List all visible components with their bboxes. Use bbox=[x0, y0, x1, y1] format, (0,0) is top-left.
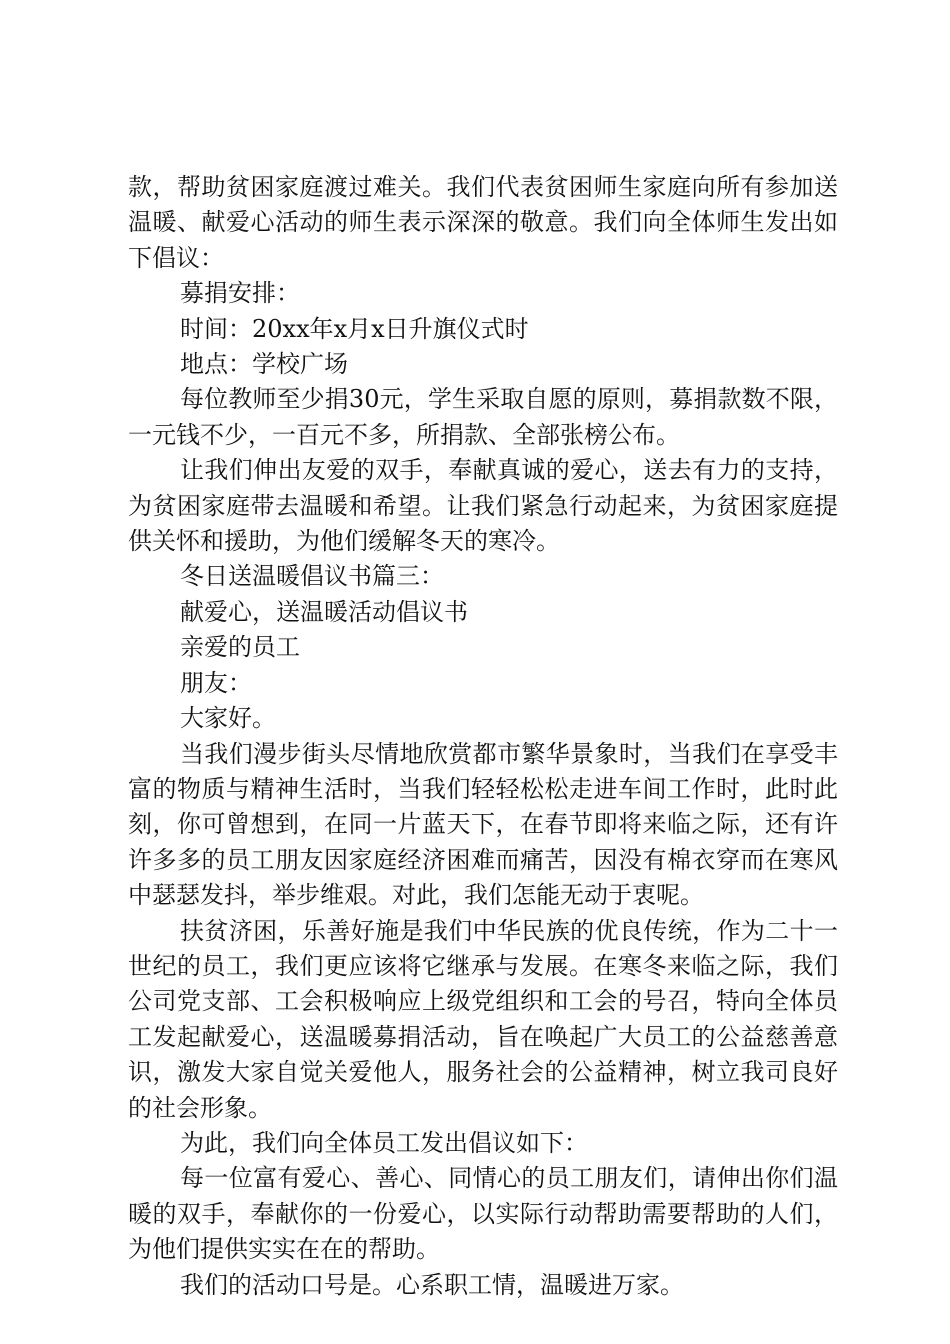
paragraph-time: 时间：20xx年x月x日升旗仪式时 bbox=[180, 314, 529, 343]
salutation-line-1: 亲爱的员工 bbox=[180, 633, 300, 662]
paragraph-proposal-intro: 为此，我们向全体员工发出倡议如下： bbox=[180, 1128, 588, 1157]
paragraph-slogan: 我们的活动口号是。心系职工情，温暖进万家。 bbox=[180, 1270, 684, 1299]
section-heading: 冬日送温暖倡议书篇三： bbox=[180, 562, 444, 591]
paragraph-tradition: 扶贫济困，乐善好施是我们中华民族的优良传统，作为二十一世纪的员工，我们更应该将它继承与发展。在寒冬来临之际，我们公司党支部、工会积极响应上级党组织和工会的号召，特向全体员工发起献爱心，送温暖募捐活动，旨在唤起广大员工的公益慈善意识，激发大家自觉关爱他人，服务社会的公益精神，树立我司良好的社会形象。 bbox=[128, 916, 838, 1122]
paragraph-continuation: 款，帮助贫困家庭渡过难关。我们代表贫困师生家庭向所有参加送温暖、献爱心活动的师生表示深深的敬意。我们向全体师生发出如下倡议： bbox=[128, 173, 838, 272]
paragraph-call-to-action: 让我们伸出友爱的双手，奉献真诚的爱心，送去有力的支持，为贫困家庭带去温暖和希望。让我们紧急行动起来，为贫困家庭提供关怀和援助，为他们缓解冬天的寒冷。 bbox=[128, 456, 838, 556]
document-body bbox=[128, 170, 838, 1303]
paragraph-donation-arrangement: 募捐安排： bbox=[180, 279, 300, 308]
paragraph-location: 地点：学校广场 bbox=[180, 350, 348, 379]
paragraph-situation: 当我们漫步街头尽情地欣赏都市繁华景象时，当我们在享受丰富的物质与精神生活时，当我们轻轻松松走进车间工作时，此时此刻，你可曾想到，在同一片蓝天下，在春节即将来临之际，还有许许多多的员工朋友因家庭经济困难而痛苦，因没有棉衣穿而在寒风中瑟瑟发抖，举步维艰。对此，我们怎能无动于衷呢。 bbox=[128, 739, 838, 910]
proposal-title: 献爱心，送温暖活动倡议书 bbox=[180, 597, 468, 626]
greeting: 大家好。 bbox=[180, 704, 276, 733]
salutation-line-2: 朋友： bbox=[180, 668, 252, 697]
paragraph-donation-amount: 每位教师至少捐30元，学生采取自愿的原则，募捐款数不限，一元钱不少，一百元不多，所捐款、全部张榜公布。 bbox=[128, 385, 838, 449]
paragraph-proposal-body: 每一位富有爱心、善心、同情心的员工朋友们，请伸出你们温暖的双手，奉献你的一份爱心，以实际行动帮助需要帮助的人们，为他们提供实实在在的帮助。 bbox=[128, 1164, 838, 1264]
